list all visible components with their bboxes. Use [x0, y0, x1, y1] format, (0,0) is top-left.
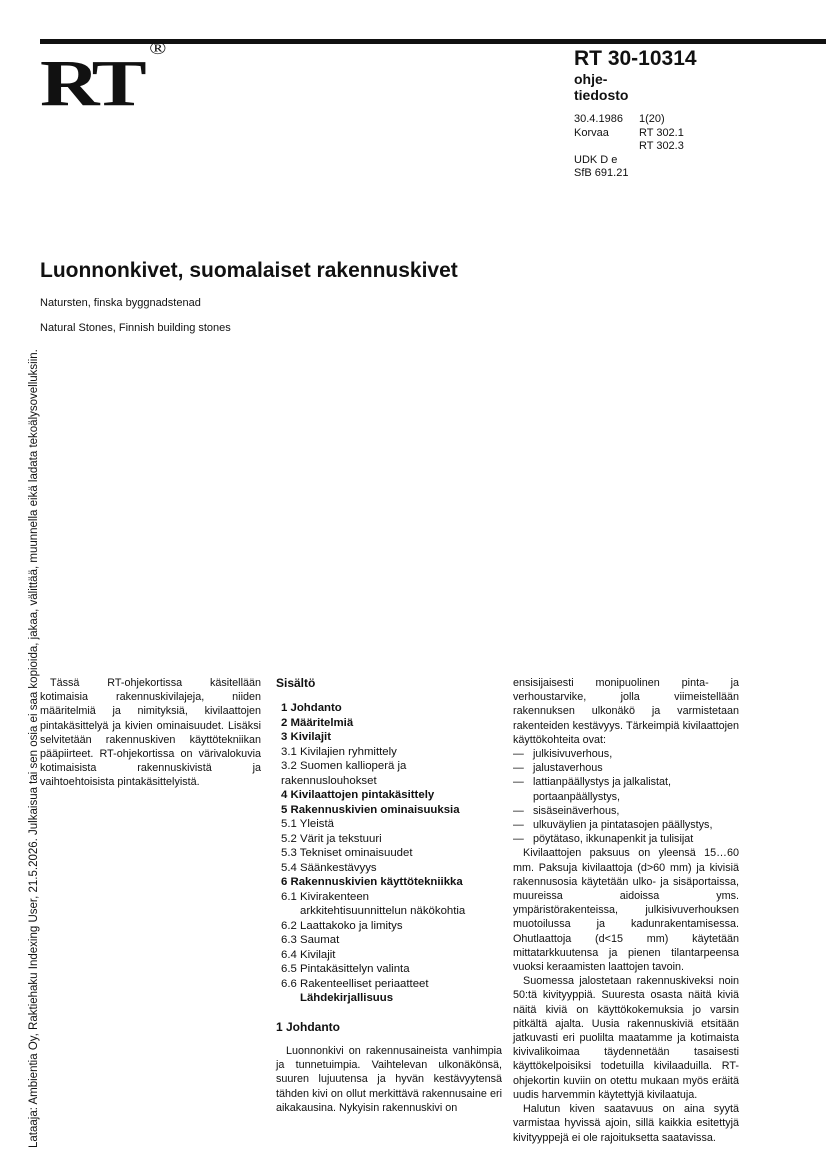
toc-item: 6.4 Kivilajit: [281, 948, 336, 961]
toc-item: Lähdekirjallisuus: [300, 992, 394, 1005]
replaces-2: RT 302.3: [639, 140, 684, 152]
intro-paragraph: Tässä RT-ohjekortissa käsitellään kotimaisia rakennuskivilajeja, niiden määritelmiä ja nimityksiä, kivilaattojen pintakäsittelyä ja kivien ominaisuudet. Lisäksi selvitetään rakennuskiven käyttötekniikan pääpiirteet. RT-ohjekortissa on värivalokuvia kotimaisista rakennuskivistä ja vaihtoehtoisista pintakäsittelyistä.: [40, 677, 261, 789]
dash-bullet: —: [513, 776, 524, 789]
use-text: julkisivuverhous,: [533, 748, 613, 761]
toc-item: 6.2 Laattakoko ja limitys: [281, 919, 403, 932]
toc-item: 5 Rakennuskivien ominaisuuksia: [281, 803, 460, 816]
toc-item: 2 Määritelmiä: [281, 716, 354, 729]
continued-paragraph: ensisijaisesti monipuolinen pinta- ja verhoustarvike, jolla viimeistellään rakennuksen ulkonäkö ja varmistetaan rakenteiden kestävyys. Tärkeimpiä kivilaattojen käyttökohteita ovat:: [513, 677, 739, 746]
paragraph-thickness: Kivilaattojen paksuus on yleensä 15…60 mm. Paksuja kivilaattoja (d>60 mm) ja kivisiä rakennusosia käytetään ulko- ja sisäportaissa, muureissa aidoissa yms. ympäristörakenteissa, julkisivuverhouksen muotoilussa ja kadunrakentamisessa. Ohutlaattoja (d<15 mm) käytetään mittatarkkuutensa ja pienen tilantarpeensa vuoksi keraamisten laattojen tavoin.: [513, 847, 739, 974]
toc-list: [276, 701, 502, 1006]
toc-item: 1 Johdanto: [281, 702, 342, 715]
toc-item: 3 Kivilajit: [281, 731, 332, 744]
toc-item: arkkitehtisuunnittelun näkökohtia: [300, 905, 466, 918]
subtitle-english: Natural Stones, Finnish building stones: [40, 322, 231, 334]
section-heading-johdanto: 1 Johdanto: [276, 1019, 341, 1034]
toc-item: 5.3 Tekniset ominaisuudet: [281, 847, 413, 860]
toc-item: 6.3 Saumat: [281, 934, 340, 947]
use-list-item: [513, 747, 739, 761]
toc-item: 6.5 Pintakäsittelyn valinta: [281, 963, 410, 976]
use-list-item: [513, 832, 739, 846]
download-notice: Lataaja: Ambientia Oy, Raktiehaku Indexing User, 21.5.2026. Julkaisua tai sen osia ei saa kopioida, jakaa, välittää, muunnella eikä ladata tekoälysovelluksiin.: [28, 349, 40, 1148]
toc-item: 6.6 Rakenteelliset periaatteet: [281, 977, 429, 990]
intro-column: [40, 676, 261, 790]
toc-item: 5.2 Värit ja tekstuuri: [281, 832, 382, 845]
toc-heading: Sisältö: [276, 676, 316, 690]
paragraph-stone-types: Suomessa jalostetaan rakennuskiveksi noin 50:tä kivityyppiä. Suuresta osasta näitä kiviä näitä kiviä on käyttökokemuksia jo varsin pitkältä ajalta. Uusia rakennuskiviä etsitään jatkuvasti eri puolilta maatamme ja kotimaista kivivalikoimaa täydennetään tasaisesti käyttökelpoisiksi todetuilla kivilaaduilla. RT-ohjekortin kuviin on otettu mukaan myös eräitä uudis harvemmin käytettyjä kivilaatuja.: [513, 975, 739, 1101]
toc-item: 5.4 Säänkestävyys: [281, 861, 377, 874]
dash-bullet: —: [513, 762, 524, 775]
toc-item: 3.2 Suomen kallioperä ja: [281, 760, 407, 773]
text-column-3: [513, 676, 739, 1145]
rt-logo: RT ®: [40, 38, 167, 120]
toc-item: rakennuslouhokset: [281, 774, 377, 787]
toc-item: 6.1 Kivirakenteen: [281, 890, 370, 903]
page-title: Luonnonkivet, suomalaiset rakennuskivet: [40, 259, 458, 282]
toc-item: 5.1 Yleistä: [281, 818, 334, 831]
dash-bullet: —: [513, 804, 524, 817]
subtitle-swedish: Natursten, finska byggnadstenad: [40, 297, 201, 309]
sfb-code: SfB 691.21: [574, 167, 629, 179]
replaces-label: Korvaa: [574, 126, 609, 139]
toc-item: 4 Kivilaattojen pintakäsittely: [281, 789, 435, 802]
doc-series: ohje- tiedosto: [574, 71, 629, 103]
dash-bullet: —: [513, 833, 524, 846]
paragraph-availability: Halutun kiven saatavuus on aina syytä varmistaa hyvissä ajoin, sillä kaikkia esitettyjä kivityyppejä ei ole rajoituksetta saatavissa.: [513, 1103, 739, 1144]
use-text: ulkuväylien ja pintatasojen päällystys,: [533, 819, 713, 832]
toc-item: 6 Rakennuskivien käyttötekniikka: [281, 876, 463, 889]
doc-number: RT 30-10314: [574, 47, 697, 70]
doc-meta: [574, 113, 684, 181]
uses-list: [513, 747, 739, 846]
section-paragraph: Luonnonkivi on rakennusaineista vanhimpia ja tunnetuimpia. Vaihtelevan ulkonäkönsä, suuren lujuutensa ja hyvän kestävyytensä tähden kivi on ollut merkittävä rakennusaine eri aikakausina. Nykyisin rakennuskivi on: [276, 1044, 502, 1114]
toc-item: 3.1 Kivilajien ryhmittely: [281, 745, 397, 758]
replaces-1: RT 302.1: [639, 126, 684, 139]
use-list-item: [513, 818, 739, 832]
use-list-item: [513, 775, 739, 803]
doc-date: 30.4.1986: [574, 113, 623, 125]
use-text: jalustaverhous: [533, 762, 603, 775]
use-text: lattianpäällystys ja jalkalistat, portaanpäällystys,: [533, 776, 672, 803]
use-text: sisäseinäverhous,: [533, 804, 620, 817]
use-text: pöytätaso, ikkunapenkit ja tulisijat: [533, 833, 694, 846]
table-of-contents: [276, 676, 502, 1115]
doc-page: 1(20): [639, 113, 665, 125]
use-list-item: [513, 761, 739, 775]
dash-bullet: —: [513, 819, 524, 832]
use-list-item: [513, 804, 739, 818]
dash-bullet: —: [513, 748, 524, 761]
udk-code: UDK D e: [574, 153, 618, 166]
